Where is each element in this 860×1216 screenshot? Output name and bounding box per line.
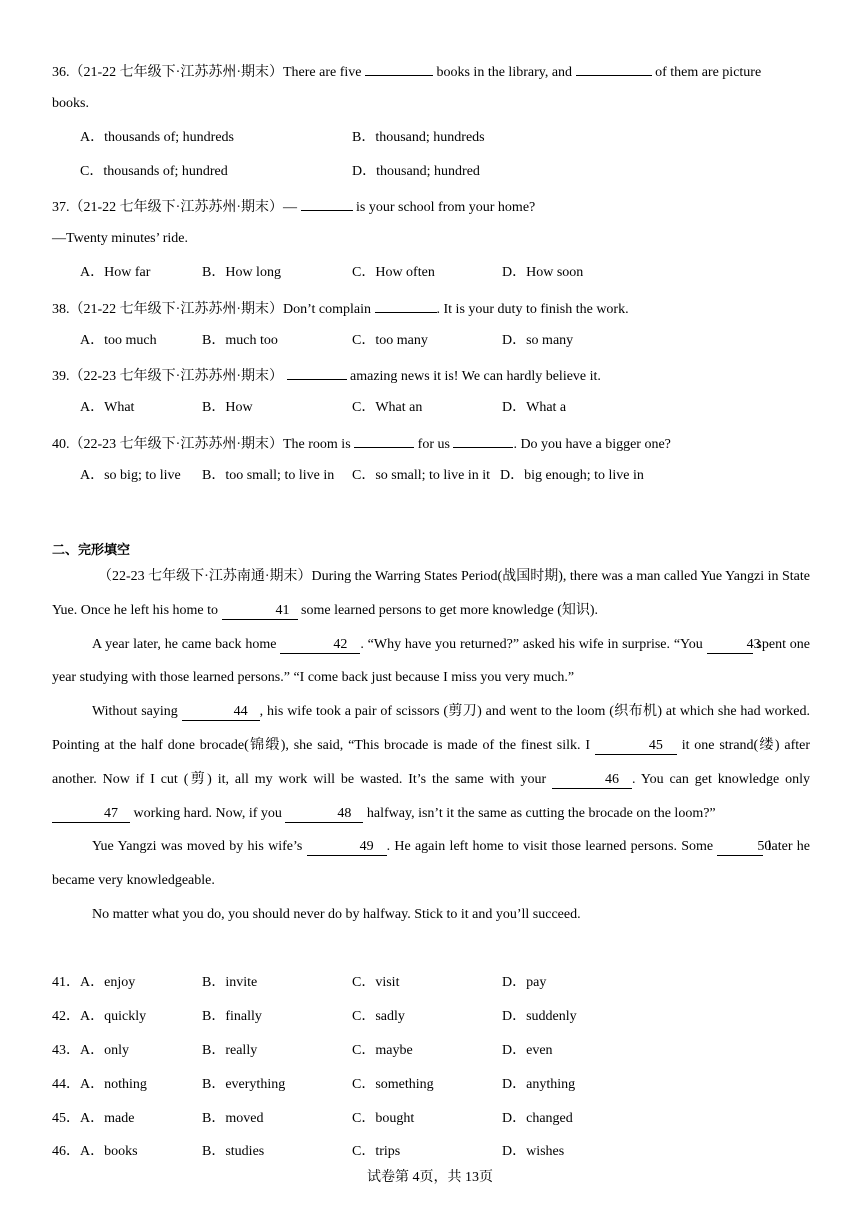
passage-text: working hard. Now, if you — [133, 805, 282, 821]
cloze-option-number: 44． — [52, 1077, 80, 1092]
passage-text: , his wife took a pair of scissors (剪刀) and went to the loom (织布机) at which she had worked. Pointing at the half done brocade(锦缎), she said, “This brocade is made of the finest silk. I — [52, 704, 811, 753]
question-37 — [52, 196, 810, 217]
passage-text: Without saying — [92, 704, 178, 720]
option-c: C．maybe — [352, 1043, 413, 1058]
question-text: is your school from your home? — [356, 200, 536, 215]
cloze-blank-44: 44 — [182, 704, 260, 721]
question-text: . It is your duty to finish the work. — [436, 302, 629, 317]
cloze-option-number: 41． — [52, 975, 80, 990]
cloze-blank-47: 47 — [52, 806, 130, 823]
passage-text: A year later, he came back home — [92, 636, 277, 652]
passage-paragraph — [52, 695, 810, 830]
cloze-blank-49: 49 — [307, 839, 387, 856]
option-a: A．so big; to live — [80, 468, 181, 483]
option-c: C．so small; to live in it — [352, 468, 491, 483]
option-d: D．so many — [502, 333, 574, 348]
cloze-option-number: 42． — [52, 1009, 80, 1024]
cloze-blank-46: 46 — [552, 772, 632, 789]
option-d: D．changed — [502, 1111, 573, 1126]
question-text: 39.（22-23 七年级下·江苏苏州·期末） — [52, 369, 283, 384]
question-38 — [52, 298, 810, 319]
passage-paragraph — [52, 628, 810, 696]
passage-text: some learned persons to get more knowledge (知识). — [301, 602, 599, 618]
question-text: books in the library, and — [436, 65, 573, 80]
option-a: A．nothing — [80, 1077, 147, 1092]
option-b: B．How long — [202, 265, 281, 280]
question-text: 40.（22-23 七年级下·江苏苏州·期末）The room is — [52, 437, 351, 452]
passage-text: spent one year studying with those learned persons.” “I come back just because I miss you very much.” — [52, 636, 810, 686]
question-36 — [52, 61, 810, 82]
option-d: D．suddenly — [502, 1009, 577, 1024]
cloze-blank-48: 48 — [285, 806, 363, 823]
section-title: 二、完形填空 — [52, 543, 131, 558]
option-b: B．too small; to live in — [202, 468, 335, 483]
option-d: D．anything — [502, 1077, 576, 1092]
option-c: C．too many — [352, 333, 428, 348]
option-b: B．How — [202, 400, 253, 415]
option-c: C．trips — [352, 1144, 401, 1159]
passage-text: （22-23 七年级下·江苏南通·期末）During the Warring States Period(战国时期), there was a man called Yue Yangzi in State Yue. Once he left his home to — [52, 569, 810, 618]
option-b: B．moved — [202, 1111, 264, 1126]
answer-blank — [375, 298, 437, 313]
answer-blank — [287, 365, 347, 380]
passage-text: . You can get knowledge only — [632, 771, 810, 787]
option-d: D．wishes — [502, 1144, 565, 1159]
passage-text: halfway, isn’t it the same as cutting the brocade on the loom?” — [366, 805, 716, 821]
option-b: B．finally — [202, 1009, 262, 1024]
passage-paragraph — [52, 830, 810, 898]
answer-blank — [365, 61, 433, 76]
question-text: of them are picture — [655, 65, 762, 80]
question-text: amazing news it is! We can hardly believe it. — [350, 369, 601, 384]
option-d: D．even — [502, 1043, 553, 1058]
passage-text: it one strand(缕) after another. Now if I cut (剪) it, all my work will be wasted. It’s the same with your — [52, 737, 810, 787]
answer-blank — [301, 196, 353, 211]
cloze-passage — [52, 560, 810, 932]
option-b: B．everything — [202, 1077, 286, 1092]
question-text: 38.（21-22 七年级下·江苏苏州·期末）Don’t complain — [52, 302, 371, 317]
question-text: . Do you have a bigger one? — [513, 437, 671, 452]
option-c: C．How often — [352, 265, 435, 280]
cloze-option-number: 43． — [52, 1043, 80, 1058]
option-b: B．invite — [202, 975, 258, 990]
question-text: 37.（21-22 七年级下·江苏苏州·期末）— — [52, 200, 297, 215]
option-a: A．quickly — [80, 1009, 147, 1024]
passage-text: . “Why have you returned?” asked his wife in surprise. “You — [360, 636, 703, 652]
cloze-blank-42: 42 — [280, 637, 360, 654]
option-c: C．visit — [352, 975, 400, 990]
option-a: A．How far — [80, 265, 151, 280]
question-37-response: —Twenty minutes’ ride. — [52, 231, 189, 246]
option-c: C．sadly — [352, 1009, 405, 1024]
passage-text: later he became very knowledgeable. — [52, 839, 811, 889]
cloze-blank-43: 43 — [707, 637, 753, 654]
option-b: B．much too — [202, 333, 278, 348]
cloze-option-number: 46． — [52, 1144, 80, 1159]
question-text: books. — [52, 96, 89, 111]
option-b: B．really — [202, 1043, 258, 1058]
question-text: for us — [417, 437, 450, 452]
question-39 — [52, 365, 810, 386]
option-b: B．thousand; hundreds — [352, 130, 485, 145]
cloze-option-number: 45． — [52, 1111, 80, 1126]
option-c: C．something — [352, 1077, 434, 1092]
option-a: A．books — [80, 1144, 138, 1159]
option-d: D．thousand; hundred — [352, 164, 480, 179]
passage-text: . He again left home to visit those learned persons. Some — [386, 839, 714, 855]
option-d: D．big enough; to live in — [500, 468, 644, 483]
option-a: A．enjoy — [80, 975, 136, 990]
question-36-continued — [52, 95, 810, 113]
passage-paragraph: No matter what you do, you should never do by halfway. Stick to it and you’ll succeed. — [92, 906, 581, 922]
option-c: C．thousands of; hundred — [80, 164, 228, 179]
option-a: A．thousands of; hundreds — [80, 130, 234, 145]
question-40 — [52, 433, 810, 454]
option-d: D．What a — [502, 400, 567, 415]
option-b: B．studies — [202, 1144, 265, 1159]
cloze-blank-45: 45 — [595, 738, 677, 755]
cloze-blank-50: 50 — [717, 839, 763, 856]
option-c: C．bought — [352, 1111, 415, 1126]
question-text: 36.（21-22 七年级下·江苏苏州·期末）There are five — [52, 65, 362, 80]
passage-text: Yue Yangzi was moved by his wife’s — [92, 839, 303, 855]
passage-paragraph — [52, 560, 810, 628]
page-footer: 试卷第 4页，共 13页 — [367, 1170, 493, 1185]
option-a: A．too much — [80, 333, 157, 348]
option-a: A．made — [80, 1111, 135, 1126]
option-d: D．How soon — [502, 265, 584, 280]
answer-blank — [354, 433, 414, 448]
answer-blank — [453, 433, 513, 448]
option-c: C．What an — [352, 400, 423, 415]
option-d: D．pay — [502, 975, 547, 990]
option-a: A．What — [80, 400, 135, 415]
cloze-blank-41: 41 — [222, 603, 298, 620]
option-a: A．only — [80, 1043, 129, 1058]
answer-blank — [576, 61, 652, 76]
